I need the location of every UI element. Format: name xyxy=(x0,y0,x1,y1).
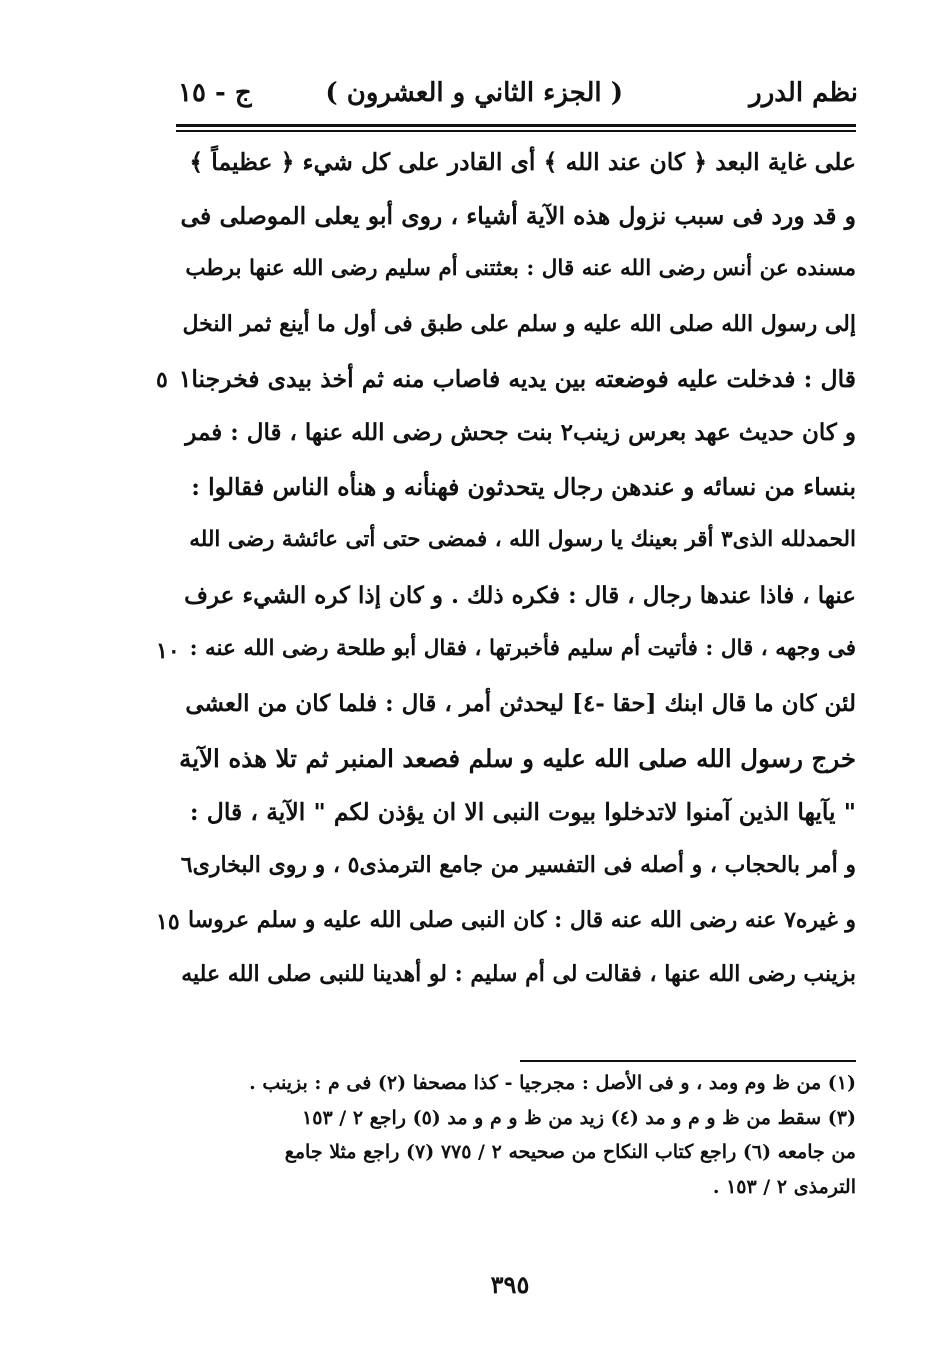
header-rule-thick xyxy=(176,124,856,127)
text-line: و كان حديث عهد بعرس زينب٢ بنت جحش رضى الله عنها ، قال : فمر xyxy=(185,418,856,446)
text-line: لئن كان ما قال ابنك [حقا -٤] ليحدثن أمر ، قال : فلما كان من العشى xyxy=(185,689,856,717)
page-number: ٣٩٥ xyxy=(490,1270,530,1299)
text-line: عنها ، فاذا عندها رجال ، قال : فكره ذلك . و كان إذا كره الشيء عرف xyxy=(184,581,856,609)
line-number: ١٥ xyxy=(156,908,180,935)
footnote-line: (١) من ظ وم ومد ، و فى الأصل : مجرجيا - كذا مصحفا (٢) فى م : بزينب . xyxy=(249,1072,856,1094)
text-line: و غيره٧ عنه رضى الله عنه قال : كان النبى صلى الله عليه و سلم عروسا ١٥ xyxy=(156,906,856,935)
text-line: مسنده عن أنس رضى الله عنه قال : بعثتنى أم سليم رضى الله عنها برطب xyxy=(185,256,856,282)
text-line: قال : فدخلت عليه فوضعته بين يديه فاصاب منه ثم أخذ بيدى فخرجنا١ ٥ xyxy=(156,364,856,393)
footnote-line: الترمذى ٢ / ١٥٣ . xyxy=(712,1175,856,1198)
text-line: " يآيها الذين آمنوا لاتدخلوا بيوت النبى الا ان يؤذن لكم " الآية ، قال : xyxy=(189,798,856,827)
text-line: و قد ورد فى سبب نزول هذه الآية أشياء ، روى أبو يعلى الموصلى فى xyxy=(180,202,856,231)
text-line: خرج رسول الله صلى الله عليه و سلم فصعد المنبر ثم تلا هذه الآية xyxy=(179,744,856,774)
footnote-divider xyxy=(520,1060,856,1062)
line-number: ١٠ xyxy=(156,637,180,664)
footnote-line: (٣) سقط من ظ و م و مد (٤) زيد من ظ و م و مد (٥) راجع ٢ / ١٥٣ xyxy=(302,1106,856,1129)
footnotes xyxy=(178,1068,856,1206)
text-line: بنساء من نسائه و عندهن رجال يتحدثون فهنأنه و هنأه الناس فقالوا : xyxy=(191,473,856,502)
line-number: ٥ xyxy=(156,366,168,393)
text-line: إلى رسول الله صلى الله عليه و سلم على طبق فى أول ما أينع ثمر النخل xyxy=(182,310,856,337)
page-header xyxy=(178,70,858,120)
text-line: على غاية البعد ﴿ كان عند الله ﴾ أى القادر على كل شيء ﴿ عظيماً ﴾ xyxy=(189,148,856,176)
chapter-ref: ج - ١٥ xyxy=(178,78,252,108)
part-label: ( الجزء الثاني و العشرون ) xyxy=(325,78,623,108)
header-rule-thin xyxy=(176,130,856,132)
main-text xyxy=(156,140,856,1007)
text-line: بزينب رضى الله عنها ، فقالت لى أم سليم : لو أهدينا للنبى صلى الله عليه xyxy=(181,960,856,987)
text-line: و أمر بالحجاب ، و أصله فى التفسير من جامع الترمذى٥ ، و روى البخارى٦ xyxy=(180,852,856,879)
text-line: فى وجهه ، قال : فأتيت أم سليم فأخبرتها ، فقال أبو طلحة رضى الله عنه : ١٠ xyxy=(156,635,856,664)
book-title: نظم الدرر xyxy=(749,78,858,108)
text-line: الحمدلله الذى٣ أقر بعينك يا رسول الله ، فمضى حتى أتى عائشة رضى الله xyxy=(189,527,856,553)
footnote-line: من جامعه (٦) راجع كتاب النكاح من صحيحه ٢ / ٧٧٥ (٧) راجع مثلا جامع xyxy=(284,1141,856,1163)
